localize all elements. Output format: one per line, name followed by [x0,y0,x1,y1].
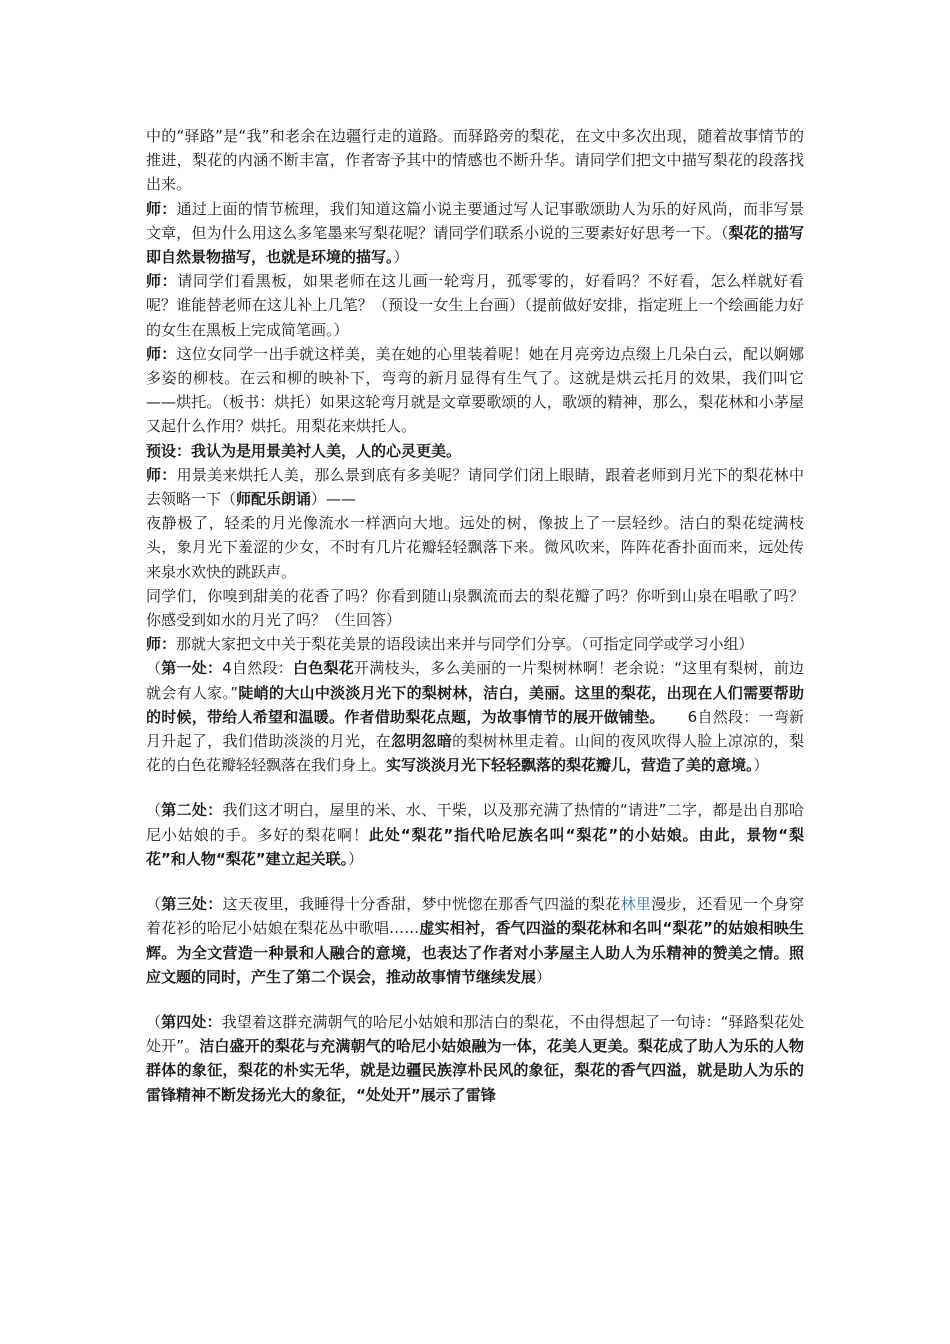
paragraph-gap [146,989,804,1010]
paragraph [146,656,804,777]
bold-text: 陡峭的大山中淡淡月光下的梨树林，洁白，美丽。这里的梨花，出现在人们需要帮助的时候，带给人希望和温暖。作者借助梨花点题，为故事情节的展开做铺垫。 [146,683,804,726]
bold-text: 洁白盛开的梨花与充满朝气的哈尼小姑娘融为一体，花美人更美。梨花成了助人为乐的人物群体的象征，梨花的朴实无华，就是边疆民族淳朴民风的象征，梨花的香气四溢，就是助人为乐的雷锋精神不断发扬光大的象征，“处处开”展示了雷锋 [146,1037,804,1104]
paragraph [146,584,804,632]
text-run: 那就大家把文中关于梨花美景的语段读出来并与同学们分享。（可指定同学或学习小组） [176,635,754,654]
text-run: 我们这才明白，屋里的米、水、干柴，以及那充满了热情的“请进”二字，都是出自那哈尼小姑娘的手。多好的梨花啊！ [146,801,804,844]
text-run: （ [146,895,162,914]
text-run: ） [753,756,769,775]
bold-text: 师： [146,465,177,484]
document-page [146,124,804,1107]
paragraph [146,342,804,439]
paragraph [146,269,804,342]
text-run: ） [393,248,409,267]
bold-text: 师： [146,344,177,363]
paragraph [146,124,804,197]
text-run: 开满枝头，多么美丽的一片梨树林啊！老余说：“这里有梨树，前边就会有人家。” [146,659,804,702]
bold-text: 师配乐朗诵 [236,490,312,509]
text-run: 通过上面的情节梳理，我们知道这篇小说主要通过写人记事歌颂助人为乐的好风尚，而非写景文章，但为什么用这么多笔墨来写梨花呢？请同学们联系小说的三要素好好思考一下。（ [146,199,804,242]
bold-text: 第一处： [161,659,223,678]
paragraph [146,439,804,463]
text-run: 同学们，你嗅到甜美的花香了吗？你看到随山泉飘流而去的梨花瓣了吗？你听到山泉在唱歌了吗？你感受到如水的月光了吗？（生回答） [146,586,804,630]
highlighted-text: 林里 [620,895,652,914]
text-run: 4自然段： [222,659,294,678]
paragraph-gap [146,871,804,892]
text-run: ） [536,967,552,986]
text-run: 用景美来烘托人美，那么景到底有多美呢？请同学们闭上眼睛，跟着老师到月光下的梨花林中去领略一下（ [146,465,804,509]
bold-text: 师： [146,635,177,654]
text-run: （ [146,801,162,820]
bold-text: 第二处： [161,801,223,820]
paragraph-gap [146,777,804,798]
text-run: ）—— [311,490,357,509]
bold-text: 第四处： [161,1012,222,1031]
text-run: 的梨树林里走着。山间的夜风吹得人脸上凉凉的，梨花的白色花瓣轻轻飘落在我们身上。 [146,732,804,775]
paragraph [146,1010,804,1107]
bold-text: 第三处： [161,895,223,914]
bold-text: 白色梨花 [293,659,355,678]
paragraph [146,798,804,871]
bold-text: 梨花的描写即自然景物描写，也就是环境的描写。 [146,223,804,267]
paragraph [146,632,804,656]
text-run: ） [348,849,364,868]
text-run: 夜静极了，轻柔的月光像流水一样洒向大地。远处的树，像披上了一层轻纱。洁白的梨花绽满枝头，象月光下羞涩的少女，不时有几片花瓣轻轻飘落下来。微风吹来，阵阵花香扑面而来，远处传来泉水欢快的跳跃声。 [146,514,804,581]
text-run: 漫步，还看见一个身穿着花衫的哈尼小姑娘在梨花丛中歌唱…… [146,895,804,938]
bold-text: 忽明忽暗 [390,732,453,751]
paragraph [146,197,804,270]
bold-text: 此处“梨花”指代哈尼族名叫“梨花”的小姑娘。由此，景物“梨花”和人物“梨花”建立起关联。 [146,825,804,868]
text-run: （ [146,1012,162,1031]
bold-text: 实写淡淡月光下轻轻飘落的梨花瓣儿，营造了美的意境。 [386,756,754,775]
paragraph [146,511,804,584]
paragraph [146,892,804,989]
paragraph [146,463,804,511]
text-run: 中的“驿路”是“我”和老余在边疆行走的道路。而驿路旁的梨花，在文中多次出现，随着故事情节的推进，梨花的内涵不断丰富，作者寄予其中的情感也不断升华。请同学们把文中描写梨花的段落找出来。 [146,127,804,194]
text-run: 请同学们看黑板，如果老师在这儿画一轮弯月，孤零零的，好看吗？不好看，怎么样就好看呢？谁能替老师在这儿补上几笔？（预设一女生上台画）（提前做好安排，指定班上一个绘画能力好的女生在黑板上完成简笔画。） [146,272,804,339]
bold-text: 师： [146,272,178,291]
bold-text: 虚实相衬，香气四溢的梨花林和名叫“梨花”的姑娘相映生辉。为全文营造一种景和人融合的意境，也表达了作者对小茅屋主人助人为乐精神的赞美之情。照应文题的同时，产生了第二个误会，推动故事情节继续发展 [146,919,804,986]
text-run: 我望着这群充满朝气的哈尼小姑娘和那洁白的梨花，不由得想起了一句诗：“驿路梨花处处开”。 [146,1012,804,1056]
text-run: 这位女同学一出手就这样美，美在她的心里装着呢！她在月亮旁边点缀上几朵白云，配以婀娜多姿的柳枝。在云和柳的映补下，弯弯的新月显得有生气了。这就是烘云托月的效果，我们叫它——烘托。（板书：烘托）如果这轮弯月就是文章要歌颂的人，歌颂的精神，那么，梨花林和小茅屋又起什么作用？烘托。用梨花来烘托人。 [146,344,804,436]
bold-text: 预设：我认为是用景美衬人美，人的心灵更美。 [146,441,462,460]
text-run: 这天夜里，我睡得十分香甜，梦中恍惚在那香气四溢的梨花 [222,895,621,914]
text-run: （ [146,659,162,678]
bold-text: 师： [146,199,177,218]
text-run: 6自然段：一弯新月升起了，我们借助淡淡的月光，在 [146,707,804,751]
